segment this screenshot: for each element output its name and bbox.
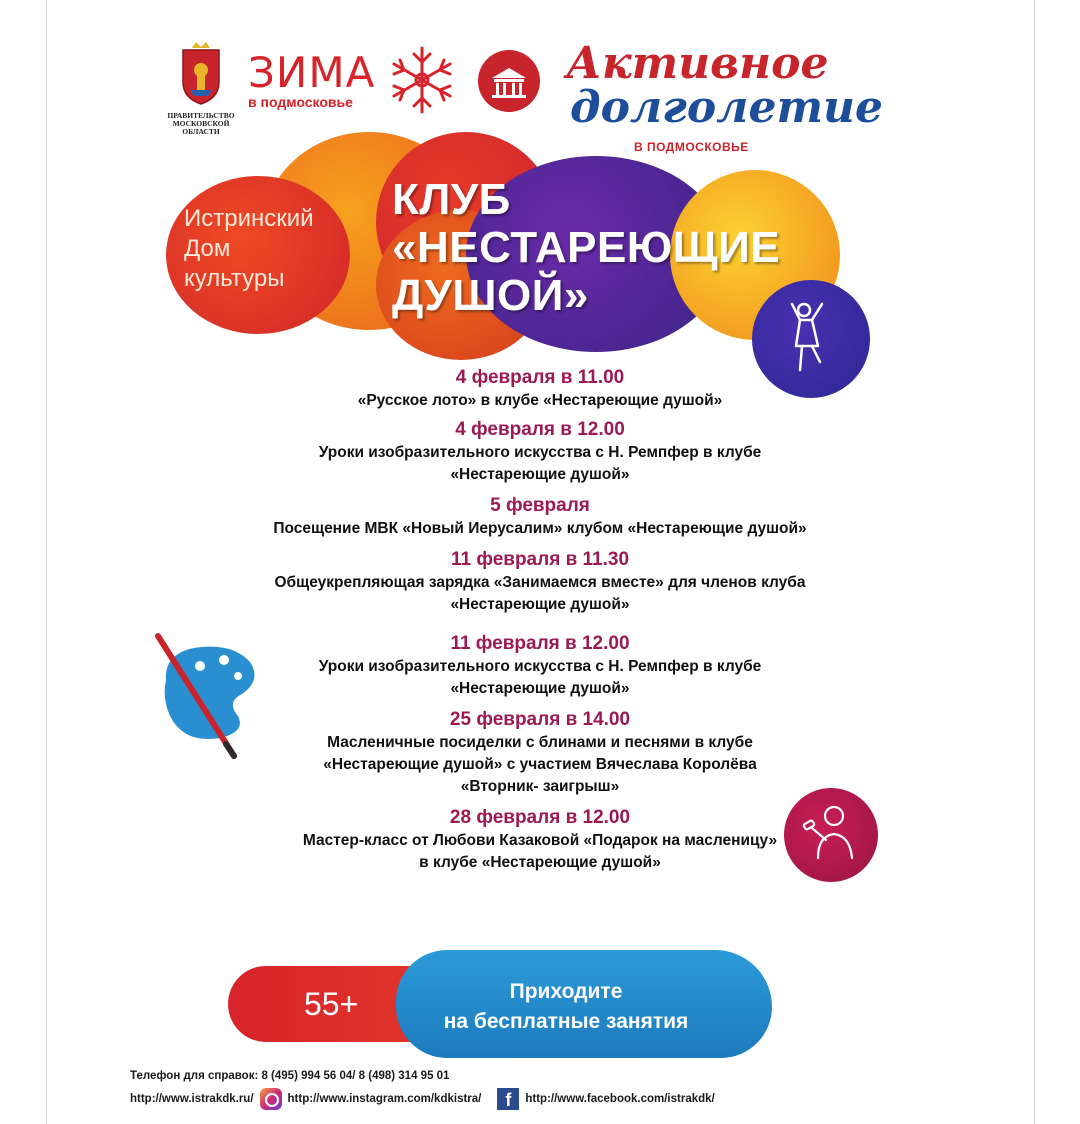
cta-line-1: Приходите	[509, 980, 623, 1003]
organization-line-1: Истринский	[184, 205, 314, 232]
gov-caption	[166, 112, 236, 136]
event-date: 25 февраля в 14.00	[449, 709, 631, 730]
frame-line-left	[46, 0, 47, 1124]
frame-line-right	[1034, 0, 1035, 1124]
event-item	[100, 708, 980, 798]
active-longevity-logo	[566, 38, 883, 154]
zima-logo	[248, 48, 376, 110]
organization-line-3: культуры	[184, 265, 285, 292]
instagram-link[interactable]: http://www.instagram.com/kdkistra/	[287, 1093, 482, 1105]
event-item	[100, 548, 980, 616]
facebook-icon[interactable]: f	[497, 1088, 519, 1110]
gov-caption-line-3: ОБЛАСТИ	[182, 127, 220, 136]
club-title-line-2: «НЕСТАРЕЮЩИЕ	[392, 223, 781, 272]
snowflake-icon	[386, 44, 458, 121]
event-date: 28 февраля в 12.00	[449, 807, 631, 828]
event-item	[100, 418, 980, 486]
cta-banner	[396, 950, 772, 1058]
footer-links	[130, 1088, 715, 1110]
club-title	[392, 176, 780, 320]
event-date: 4 февраля в 12.00	[455, 419, 625, 440]
event-date: 11 февраля в 11.30	[450, 549, 630, 570]
event-description-line: Мастер-класс от Любови Казаковой «Подарок на масленицу»	[302, 832, 778, 849]
event-description-line: Посещение МВК «Новый Иерусалим» клубом «Нестареющие душой»	[273, 520, 807, 537]
event-description-line: «Русское лото» в клубе «Нестареющие душой»	[357, 392, 723, 409]
events-list	[100, 366, 980, 874]
event-description-line: Общеукрепляющая зарядка «Занимаемся вместе» для членов клуба	[274, 574, 806, 591]
active-longevity-line-1: Активное	[566, 38, 829, 89]
club-title-line-1: КЛУБ	[392, 175, 511, 224]
event-item	[100, 806, 980, 874]
event-description-line: Уроки изобразительного искусства с Н. Ремпфер в клубе	[318, 444, 762, 461]
gov-caption-line-2: МОСКОВСКОЙ	[172, 119, 230, 128]
zima-title: ЗИМА	[248, 48, 376, 97]
event-description-line: в клубе «Нестареющие душой»	[419, 854, 661, 871]
club-title-line-3: ДУШОЙ»	[392, 271, 589, 320]
event-description-line: «Нестареющие душой»	[450, 680, 630, 697]
event-description-line: «Нестареющие душой»	[450, 466, 630, 483]
event-description-line: Масленичные посиделки с блинами и песнями в клубе	[327, 734, 753, 751]
event-description-line: «Нестареющие душой» с участием Вячеслава Королёва	[323, 756, 757, 773]
organization-name	[184, 204, 314, 294]
event-date: 4 февраля в 11.00	[455, 367, 625, 388]
event-item	[100, 494, 980, 540]
contact-phone: Телефон для справок: 8 (495) 994 56 04/ 8 (498) 314 95 01	[130, 1070, 450, 1082]
organization-line-2: Дом	[184, 235, 231, 262]
facebook-link[interactable]: http://www.facebook.com/istrakdk/	[525, 1093, 715, 1105]
gov-caption-line-1: ПРАВИТЕЛЬСТВО	[167, 111, 235, 120]
moscow-region-coat-of-arms-icon	[178, 42, 224, 106]
age-label: 55+	[304, 986, 359, 1022]
instagram-icon[interactable]	[260, 1088, 282, 1110]
active-longevity-subtitle: В ПОДМОСКОВЬЕ	[634, 140, 749, 154]
website-link[interactable]: http://www.istrakdk.ru/	[130, 1093, 254, 1105]
zima-subtitle: в подмосковье	[248, 94, 353, 110]
event-description-line: «Нестареющие душой»	[450, 596, 630, 613]
event-item	[100, 366, 980, 412]
event-date: 11 февраля в 12.00	[450, 633, 630, 654]
gov-logo	[166, 42, 236, 152]
event-date: 5 февраля	[490, 495, 590, 516]
cta-line-2: на бесплатные занятия	[443, 1010, 689, 1033]
active-longevity-line-2: долголетие	[570, 82, 883, 133]
event-item	[100, 632, 980, 700]
event-description-line: «Вторник- заигрыш»	[460, 778, 620, 795]
event-description-line: Уроки изобразительного искусства с Н. Ремпфер в клубе	[318, 658, 762, 675]
building-emblem-icon	[478, 50, 540, 112]
